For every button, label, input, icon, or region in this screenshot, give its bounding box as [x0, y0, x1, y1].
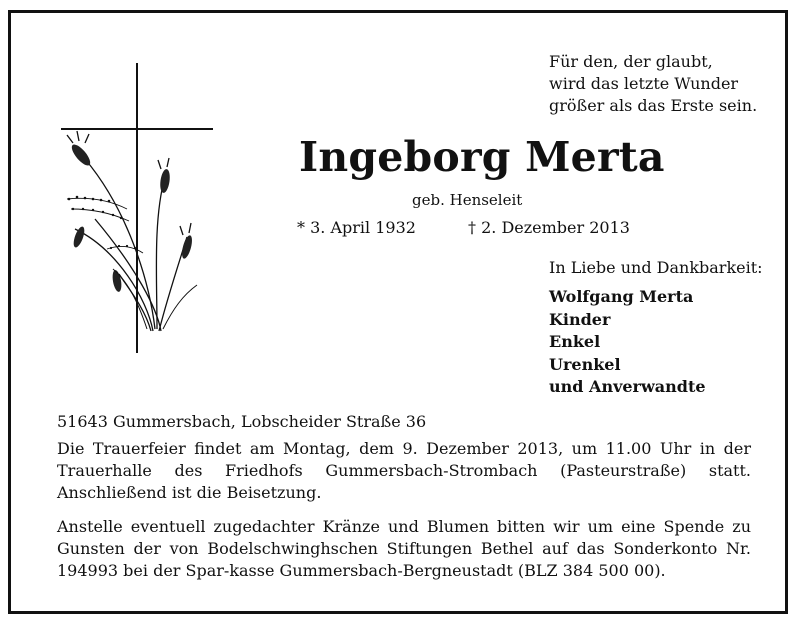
- donation-paragraph: Anstelle eventuell zugedachter Kränze und Blumen bitten wir um eine Spende zu Gunsten der von Bodelschwinghschen Stiftungen Bethel auf das Sonderkonto Nr. 194993 bei der Spar-kasse Gummersbach-Bergneustadt (BLZ 384 500 00).: [57, 517, 751, 580]
- birth-date: * 3. April 1932: [297, 218, 416, 237]
- mourner-name: Enkel: [549, 332, 601, 351]
- mourner-name: und Anverwandte: [549, 377, 706, 396]
- deceased-name: Ingeborg Merta: [299, 133, 665, 181]
- cross-icon: [61, 63, 213, 353]
- address: 51643 Gummersbach, Lobscheider Straße 36: [57, 412, 427, 431]
- death-date: † 2. Dezember 2013: [468, 218, 630, 237]
- cross-wheat-illustration: [57, 59, 227, 359]
- wheat-icon: [67, 131, 197, 331]
- quote-line: wird das letzte Wunder: [549, 74, 739, 93]
- mourners-intro: In Liebe und Dankbarkeit:: [549, 258, 763, 277]
- mourners-list: [549, 286, 706, 399]
- mourner-name: Kinder: [549, 309, 611, 329]
- mourner-name: Wolfgang Merta: [549, 287, 694, 306]
- birth-name: geb. Henseleit: [412, 191, 523, 209]
- quote-line: Für den, der glaubt,: [549, 52, 713, 71]
- mourner-name: Urenkel: [549, 354, 621, 374]
- quote: [549, 51, 757, 117]
- funeral-paragraph: Die Trauerfeier findet am Montag, dem 9. Dezember 2013, um 11.00 Uhr in der Trauerhalle des Friedhofs Gummersbach-Strombach (Pasteurstraße) statt. Anschließend ist die Beisetzung.: [57, 439, 751, 502]
- obituary-card: [8, 10, 788, 614]
- quote-line: größer als das Erste sein.: [549, 96, 758, 115]
